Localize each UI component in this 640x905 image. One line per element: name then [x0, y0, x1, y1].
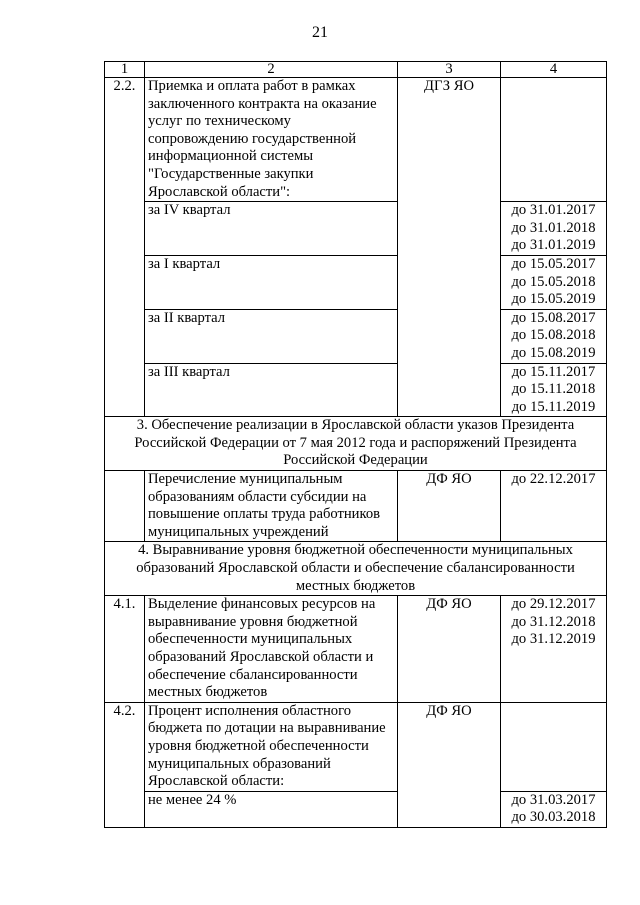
row-number [105, 471, 145, 542]
row-executor: ДФ ЯО [398, 471, 501, 542]
page-number: 21 [312, 24, 328, 41]
row-deadline: до 29.12.2017 до 31.12.2018 до 31.12.2019 [501, 596, 607, 703]
row-number: 4.2. [105, 702, 145, 827]
table-row [105, 702, 607, 791]
column-header-2: 2 [145, 62, 398, 78]
row-item-dates: до 15.05.2017 до 15.05.2018 до 15.05.2019 [501, 255, 607, 309]
row-executor: ДФ ЯО [398, 596, 501, 703]
row-number: 2.2. [105, 78, 145, 417]
row-deadline-empty [501, 78, 607, 202]
section-row [105, 417, 607, 471]
row-deadline: до 22.12.2017 [501, 471, 607, 542]
table-row [105, 255, 607, 309]
table-row [105, 309, 607, 363]
column-header-3: 3 [398, 62, 501, 78]
row-item-dates: до 15.11.2017 до 15.11.2018 до 15.11.2019 [501, 363, 607, 417]
row-item-dates: до 15.08.2017 до 15.08.2018 до 15.08.2019 [501, 309, 607, 363]
row-number: 4.1. [105, 596, 145, 703]
row-item-label: за I квартал [145, 255, 398, 309]
section-row [105, 542, 607, 596]
table-header-row [105, 62, 607, 78]
section-title-4: 4. Выравнивание уровня бюджетной обеспеченности муниципальных образований Ярославской области и обеспечение сбалансированности местных бюджетов [105, 542, 607, 596]
row-deadline-empty [501, 702, 607, 791]
plan-table [104, 61, 607, 828]
row-title: Перечисление муниципальным образованиям области субсидии на повышение оплаты труда работников муниципальных учреждений [145, 471, 398, 542]
row-title: Процент исполнения областного бюджета по дотации на выравнивание уровня бюджетной обеспеченности муниципальных образований Ярославской области: [145, 702, 398, 791]
row-item-label: за II квартал [145, 309, 398, 363]
row-title: Выделение финансовых ресурсов на выравнивание уровня бюджетной обеспеченности муниципальных образований Ярославской области и обеспечение сбалансированности местных бюджетов [145, 596, 398, 703]
row-executor: ДФ ЯО [398, 702, 501, 827]
table-row [105, 596, 607, 703]
table-row [105, 791, 607, 827]
table-row [105, 471, 607, 542]
row-item-label: за III квартал [145, 363, 398, 417]
row-item-dates: до 31.03.2017 до 30.03.2018 [501, 791, 607, 827]
table-row [105, 363, 607, 417]
row-item-label: за IV квартал [145, 202, 398, 256]
section-title-3: 3. Обеспечение реализации в Ярославской области указов Президента Российской Федерации от 7 мая 2012 года и распоряжений Президента Российской Федерации [105, 417, 607, 471]
row-item-dates: до 31.01.2017 до 31.01.2018 до 31.01.2019 [501, 202, 607, 256]
row-executor: ДГЗ ЯО [398, 78, 501, 417]
column-header-4: 4 [501, 62, 607, 78]
row-title: Приемка и оплата работ в рамках заключенного контракта на оказание услуг по техническому сопровождению государственной информационной системы "Государственные закупки Ярославской области": [145, 78, 398, 202]
column-header-1: 1 [105, 62, 145, 78]
table-row [105, 78, 607, 202]
row-item-label: не менее 24 % [145, 791, 398, 827]
table-row [105, 202, 607, 256]
